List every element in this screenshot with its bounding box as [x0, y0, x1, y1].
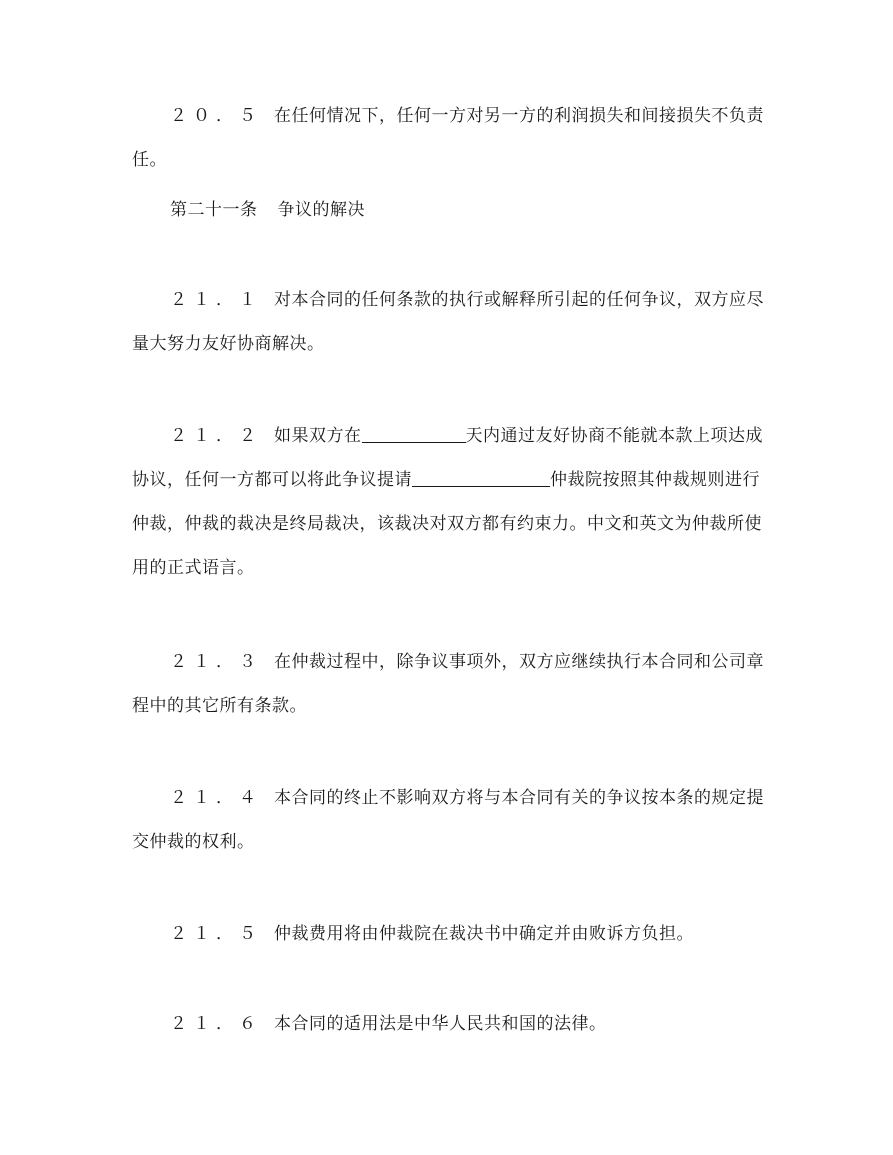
- clause-text-part-a: 如果双方在: [274, 426, 362, 446]
- clause-text-part-c: 仲裁院按照其仲裁规则进行仲裁，仲裁的裁决是终局裁决，该裁决对双方都有约束力。中文和英文为仲裁所使用的正式语言。: [132, 470, 762, 578]
- clause-21-5: [132, 912, 772, 956]
- clause-text: 在仲裁过程中，除争议事项外，双方应继续执行本合同和公司章程中的其它所有条款。: [132, 652, 764, 716]
- clause-number: ２１．５: [170, 924, 262, 944]
- clause-number: ２１．６: [170, 1014, 262, 1034]
- arbitration-institution-blank-line: [412, 468, 550, 487]
- clause-21-2: [132, 414, 772, 590]
- clause-number: ２１．２: [170, 426, 262, 446]
- clause-text: 在任何情况下，任何一方对另一方的利润损失和间接损失不负责任。: [132, 106, 764, 170]
- clause-number: ２１．１: [170, 290, 262, 310]
- clause-text: 仲裁费用将由仲裁院在裁决书中确定并由败诉方负担。: [274, 924, 694, 944]
- clause-20-5: [132, 94, 772, 182]
- clause-21-6: [132, 1002, 772, 1046]
- clause-number: ２１．４: [170, 788, 262, 808]
- clause-21-4: [132, 776, 772, 864]
- clause-text: 本合同的适用法是中华人民共和国的法律。: [274, 1014, 607, 1034]
- clause-number: ２０．５: [170, 106, 262, 126]
- clause-text: 对本合同的任何条款的执行或解释所引起的任何争议，双方应尽量大努力友好协商解决。: [132, 290, 764, 354]
- article-title: 争议的解决: [277, 200, 365, 220]
- article-21-heading: [170, 188, 810, 232]
- clause-21-1: [132, 278, 772, 366]
- article-label: 第二十一条: [170, 200, 258, 220]
- days-blank-line: [362, 424, 466, 443]
- clause-21-3: [132, 640, 772, 728]
- clause-number: ２１．３: [170, 652, 262, 672]
- clause-text: 本合同的终止不影响双方将与本合同有关的争议按本条的规定提交仲裁的权利。: [132, 788, 764, 852]
- clause-text-part-b: 天内通过友好协商不能就本款上项达成协议，任何一方都可以将此争议提请: [132, 426, 763, 490]
